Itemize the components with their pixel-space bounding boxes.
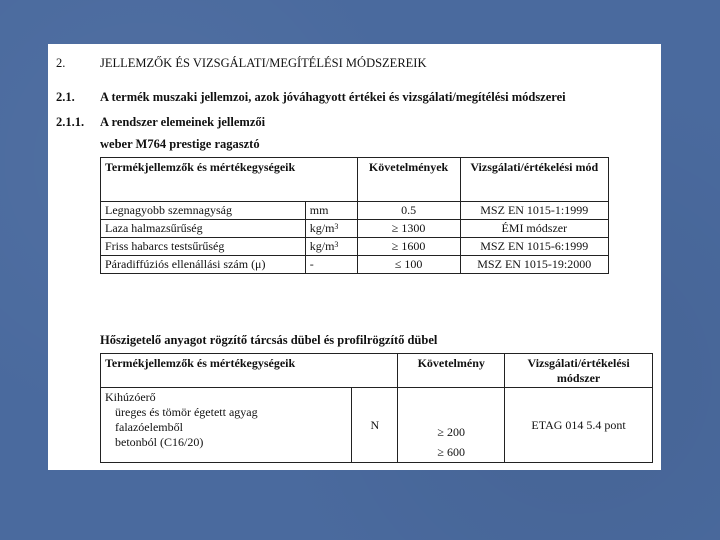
row-property: Friss habarcs testsűrűség <box>101 238 306 256</box>
row-unit: mm <box>305 202 357 220</box>
row-method: MSZ EN 1015-6:1999 <box>460 238 608 256</box>
section-number: 2. <box>56 56 66 70</box>
row-value: ≥ 1300 <box>357 220 460 238</box>
header-property: Termékjellemzők és mértékegységeik <box>101 354 398 388</box>
subsection-title: A termék muszaki jellemzoi, azok jóváhagyott értékei és vizsgálati/megítélési módszerei <box>100 90 566 104</box>
subsection-number: 2.1. <box>56 90 75 104</box>
pullout-sub1: üreges és tömör égetett agyag <box>115 405 258 419</box>
row-unit: N <box>352 388 398 463</box>
table-header-row <box>101 354 653 388</box>
row-unit: - <box>305 256 357 274</box>
row-property: Páradiffúziós ellenállási szám (μ) <box>101 256 306 274</box>
properties-table <box>100 157 609 274</box>
row-value: ≥ 1600 <box>357 238 460 256</box>
row-property: Legnagyobb szemnagyság <box>101 202 306 220</box>
row-method: ETAG 014 5.4 pont <box>505 388 653 463</box>
row-method: ÉMI módszer <box>460 220 608 238</box>
row-value: 0.5 <box>357 202 460 220</box>
section-title: JELLEMZŐK ÉS VIZSGÁLATI/MEGÍTÉLÉSI MÓDSZEREIK <box>100 56 427 70</box>
row-method: MSZ EN 1015-19:2000 <box>460 256 608 274</box>
header-requirement: Követelmények <box>357 158 460 202</box>
row-unit: $kg/m^3$ <box>305 220 357 238</box>
table-row <box>101 202 609 220</box>
header-property: Termékjellemzők és mértékegységeik <box>101 158 358 202</box>
document-page <box>48 44 661 470</box>
value-concrete: ≥ 600 <box>437 445 466 459</box>
header-method: Vizsgálati/értékelési módszer <box>505 354 653 388</box>
header-requirement: Követelmény <box>398 354 505 388</box>
subsubsection-number: 2.1.1. <box>56 115 85 129</box>
row-value: ≤ 100 <box>357 256 460 274</box>
table-row <box>101 388 653 463</box>
pullout-sub3: betonból (C16/20) <box>115 435 204 449</box>
table1-caption: weber M764 prestige ragasztó <box>100 137 260 151</box>
table2-caption: Hőszigetelő anyagot rögzítő tárcsás dübel és profilrögzítő dübel <box>100 333 438 347</box>
value-masonry: ≥ 200 <box>437 425 466 439</box>
dowel-table <box>100 353 653 463</box>
table-row <box>101 238 609 256</box>
row-value <box>398 388 505 463</box>
row-unit: $kg/m^3$ <box>305 238 357 256</box>
row-property: Laza halmazsűrűség <box>101 220 306 238</box>
row-method: MSZ EN 1015-1:1999 <box>460 202 608 220</box>
header-method: Vizsgálati/értékelési mód <box>460 158 608 202</box>
pullout-sub2: falazóelemből <box>115 420 183 434</box>
subsubsection-title: A rendszer elemeinek jellemzői <box>100 115 266 129</box>
pullout-title: Kihúzóerő <box>105 390 156 404</box>
table-header-row <box>101 158 609 202</box>
row-property <box>101 388 352 463</box>
table-row <box>101 256 609 274</box>
table-row <box>101 220 609 238</box>
